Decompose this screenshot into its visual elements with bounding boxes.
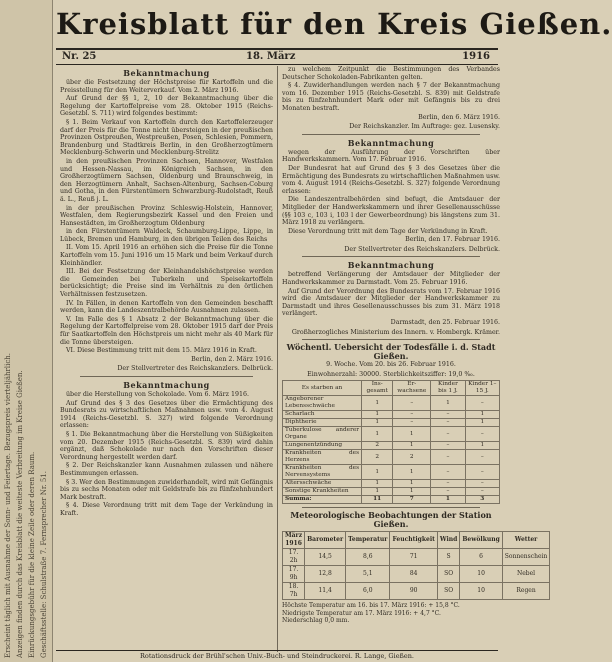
table-row — [283, 583, 550, 600]
table-header: Bewölkung — [460, 532, 502, 549]
weather-cell: 71 — [390, 549, 437, 566]
count-cell: – — [465, 396, 499, 411]
section-divider — [302, 339, 480, 340]
notice-paragraph: zu welchem Zeitpunkt die Bestimmungen des Verbandes Deutscher Schokoladen-Fabrikanten gelten. — [282, 66, 500, 81]
count-cell: – — [393, 411, 431, 419]
count-cell: 1 — [362, 427, 393, 442]
count-cell: 1 — [393, 427, 431, 442]
issue-number: Nr. 25 — [62, 51, 97, 62]
count-cell: 1 — [465, 442, 499, 450]
weather-cell: Nebel — [502, 566, 550, 583]
cause-cell: Lungenentzündung — [283, 442, 362, 450]
weather-cell: 10 — [460, 566, 502, 583]
count-cell: – — [465, 465, 499, 480]
weather-cell: 6 — [460, 549, 502, 566]
count-cell: 2 — [393, 450, 431, 465]
notice-paragraph: § 2. Der Reichskanzler kann Ausnahmen zulassen und nähere Bestimmungen erlassen. — [60, 462, 273, 477]
weather-cell: 14,5 — [305, 549, 346, 566]
table-row — [283, 488, 500, 496]
left-margin-strip — [0, 0, 53, 662]
table-header: März 1916 — [283, 532, 305, 549]
table-header: Feuchtigkeit — [390, 532, 437, 549]
table-header: Kinder 1–15 J. — [465, 381, 499, 396]
count-cell: 1 — [465, 411, 499, 419]
total-cell: 3 — [465, 496, 499, 504]
count-cell: 2 — [362, 442, 393, 450]
count-cell: 1 — [362, 419, 393, 427]
notice-heading: Bekanntmachung — [347, 137, 435, 148]
count-cell: – — [465, 480, 499, 488]
notice-paragraph: IV. In Fällen, in denen Kartoffeln von den Gemeinden beschafft werden, kann die Landeszentralbehörde Ausnahmen zulassen. — [60, 299, 273, 315]
notice-paragraph: in den preußischen Provinzen Sachsen, Hannover, Westfalen und Hessen-Nassau, im Königreich Sachsen, in den Großherzogtümern Sachsen, Oldenburg und Braunschweig, in den Herzogtümern Anhalt, Sachsen-Altenburg, Sachsen-Coburg und Gotha, in den Fürstentümern Schwarzburg-Rudolstadt, Reuß ä. L., Reuß j. L. — [60, 157, 273, 203]
count-cell: 1 — [393, 465, 431, 480]
total-cell: 1 — [431, 496, 465, 504]
count-cell: – — [465, 450, 499, 465]
notice-signature: Der Reichskanzler. Im Auftrage: gez. Lusensky. — [349, 123, 500, 131]
weather-cell: 10 — [460, 583, 502, 600]
notice-paragraph: in der preußischen Provinz Schleswig-Holstein, Hannover, Westfalen, dem Regierungsbezirk Kassel und den Freien und Hansestädten, im Großherzogtum Oldenburg — [60, 204, 273, 227]
table-header: Wind — [437, 532, 459, 549]
weather-cell: 12,8 — [305, 566, 346, 583]
section-divider — [80, 376, 253, 377]
table-header: Er-wachsene — [393, 381, 431, 396]
weather-note: Niederschlag 0,0 mm. — [282, 617, 350, 625]
notice-paragraph: Die Landeszentralbehörden sind befugt, die Amtsdauer der Mitglieder der Handwerkskammern und ihrer Gesellenausschüsse (§§ 103 c, 103 i, 103 l der Gewerbeordnung) bis längstens zum 31. März 1918 zu verlängern. — [282, 196, 500, 227]
table-header: Es starben an — [283, 381, 362, 396]
notice-place-date: Darmstadt, den 25. Februar 1916. — [390, 319, 500, 327]
section-divider — [302, 507, 480, 508]
notice-paragraph: Auf Grund der Verordnung des Bundesrats vom 17. Februar 1916 wird die Amtsdauer der Mitglieder der Handwerkskammer zu Darmstadt und ihres Gesellenausschusses bis zum 31. März 1918 verlängert. — [282, 287, 500, 318]
notice-place-date: Berlin, den 6. März 1916. — [418, 113, 500, 121]
issue-date: 18. März — [246, 51, 296, 62]
notice-heading: Bekanntmachung — [123, 379, 210, 390]
table-row — [283, 465, 500, 480]
total-row — [283, 496, 500, 504]
notice-subtitle: wegen der Ausführung der Vorschriften über Handwerkskammern. Vom 17. Februar 1916. — [282, 148, 500, 164]
notice-paragraph: § 1. Die Bekanntmachung über die Herstellung von Süßigkeiten vom 20. Dezember 1915 (Reichs-Gesetzbl. S. 839) wird dahin ergänzt, daß Schokolade nur nach den Vorschriften dieser Verordnung hergestellt werden darf. — [60, 430, 273, 461]
count-cell: – — [393, 419, 431, 427]
margin-text: Geschäftsstelle: Schulstraße 7. Fernsprecher Nr. 51. — [40, 471, 48, 658]
count-cell: – — [465, 427, 499, 442]
mortality-table — [282, 380, 500, 504]
count-cell: 1 — [465, 419, 499, 427]
weather-cell: 84 — [390, 566, 437, 583]
notice-paragraph: § 4. Diese Verordnung tritt mit dem Tage der Verkündung in Kraft. — [60, 502, 273, 517]
issue-year: 1916 — [462, 51, 490, 62]
table-row — [283, 549, 550, 566]
printer-imprint: Rotationsdruck der Brühl'schen Univ.-Buch- und Steindruckerei. R. Lange, Gießen. — [56, 650, 498, 661]
statistics-subheading: 9. Woche. Vom 20. bis 26. Februar 1916. — [326, 361, 456, 369]
notice-place-date: Berlin, den 2. März 1916. — [191, 355, 273, 363]
weather-cell: 11,4 — [305, 583, 346, 600]
cause-cell: Tuberkulose anderer Organe — [283, 427, 362, 442]
notice-paragraph: § 4. Zuwiderhandlungen werden nach § 7 der Bekanntmachung vom 16. Dezember 1915 (Reichs-Gesetzbl. S. 839) mit Geldstrafe bis zu fünfzehnhundert Mark oder mit Gefängnis bis zu drei Monaten bestraft. — [282, 82, 500, 112]
notice-paragraph: § 3. Wer den Bestimmungen zuwiderhandelt, wird mit Gefängnis bis zu sechs Monaten oder mit Geldstrafe bis zu fünfzehnhundert Mark bestraft. — [60, 478, 273, 501]
table-row — [283, 411, 500, 419]
notice-paragraph: über die Festsetzung der Höchstpreise für Kartoffeln und die Preisstellung für den Weiterverkauf. Vom 2. März 1916. — [60, 79, 273, 94]
count-cell: – — [431, 480, 465, 488]
weather-cell: 90 — [390, 583, 437, 600]
weather-heading: Meteorologische Beobachtungen der Station Gießen. — [290, 510, 492, 530]
margin-text: Erscheint täglich mit Ausnahme der Sonn- und Feiertage. Bezugspreis vierteljährlich. — [4, 353, 12, 658]
notice-paragraph: § 1. Beim Verkauf von Kartoffeln durch den Kartoffelerzeuger darf der Preis für die Tonne nicht übersteigen in der preußischen Provinzen Ostpreußen, Westpreußen, Posen, Schlesien, Pommern, Brandenburg und Stadtkreis Berlin, in den Großherzogtümern Mecklenburg-Schwerin und Mecklenburg-Strelitz — [60, 118, 273, 157]
masthead — [56, 2, 612, 48]
cause-cell: Angeborener Lebensschwäche — [283, 396, 362, 411]
margin-text: Anzeigen finden durch das Kreisblatt die weiteste Verbreitung im Kreise Gießen. — [16, 370, 24, 658]
weather-cell: 6,0 — [346, 583, 390, 600]
count-cell: 1 — [431, 396, 465, 411]
count-cell: 1 — [362, 396, 393, 411]
notice-place-date: Berlin, den 17. Februar 1916. — [405, 236, 500, 244]
cause-cell: Krankheiten des Herzens — [283, 450, 362, 465]
count-cell: – — [431, 450, 465, 465]
statistics-population: Einwohnerzahl: 30000. Sterblichkeitsziffer: 19,0 ‰. — [307, 370, 475, 378]
weather-cell: 17. 2h — [283, 549, 305, 566]
count-cell: – — [393, 396, 431, 411]
count-cell: – — [431, 411, 465, 419]
notice-signature: Der Stellvertreter des Reichskanzlers. Delbrück. — [344, 245, 500, 253]
count-cell: 1 — [362, 465, 393, 480]
notice-paragraph: betreffend Verlängerung der Amtsdauer der Mitglieder der Handwerkskammer zu Darmstadt. Vom 25. Februar 1916. — [282, 271, 500, 287]
notice-paragraph: Diese Verordnung tritt mit dem Tage der Verkündung in Kraft. — [288, 227, 488, 235]
count-cell: 1 — [362, 480, 393, 488]
right-column — [282, 66, 548, 652]
table-row — [283, 480, 500, 488]
section-divider — [302, 256, 480, 257]
count-cell: – — [465, 488, 499, 496]
weather-cell: SO — [437, 583, 459, 600]
column-divider — [277, 66, 278, 652]
notice-paragraph: über die Herstellung von Schokolade. Vom 6. März 1916. — [66, 390, 250, 398]
weather-cell: 18. 7h — [283, 583, 305, 600]
notice-paragraph: II. Vom 15. April 1916 an erhöhen sich die Preise für die Tonne Kartoffeln vom 15. Juni 1916 um 15 Mark und beim Verkauf durch Kleinhändler. — [60, 244, 273, 267]
notice-paragraph: Auf Grund des § 3 des Gesetzes über die Ermächtigung des Bundesrats zu wirtschaftlichen Maßnahmen usw. vom 4. August 1914 (Reichs-Gesetzbl. S. 327) wird folgende Verordnung erlassen: — [60, 399, 273, 430]
cause-cell: Scharlach — [283, 411, 362, 419]
statistics-heading: Wöchentl. Uebersicht der Todesfälle i. d. Stadt Gießen. — [286, 342, 496, 362]
notice-paragraph: in den Fürstentümern Waldeck, Schaumburg-Lippe, Lippe, in Lübeck, Bremen und Hamburg, in den übrigen Teilen des Reichs — [60, 228, 273, 243]
newspaper-title: Kreisblatt für den Kreis Gießen. — [56, 7, 612, 41]
notice-heading: Bekanntmachung — [123, 68, 210, 78]
weather-cell: Sonnenschein — [502, 549, 550, 566]
notice-heading: Bekanntmachung — [347, 260, 435, 271]
count-cell: – — [431, 419, 465, 427]
table-header: Barometer — [305, 532, 346, 549]
weather-cell: S — [437, 549, 459, 566]
total-cell: 11 — [362, 496, 393, 504]
table-header: Wetter — [502, 532, 550, 549]
table-row — [283, 427, 500, 442]
count-cell: 1 — [362, 488, 393, 496]
table-row — [283, 442, 500, 450]
notice-paragraph: V. Im Falle des § 1 Absatz 2 der Bekanntmachung über die Regelung der Kartoffelpreise vom 28. Oktober 1915 darf der Preis für Saatkartoffeln den Höchstpreis um nicht mehr als 40 Mark für die Tonne übersteigen. — [60, 315, 273, 346]
weather-note: Höchste Temperatur am 16. bis 17. März 1916: + 15,8 °C. — [282, 602, 460, 610]
weather-notes — [282, 602, 500, 625]
weather-note: Niedrigste Temperatur am 17. März 1916: + 4,7 °C. — [282, 609, 441, 617]
count-cell: – — [431, 442, 465, 450]
total-label: Summa: — [283, 496, 362, 504]
weather-cell: 8,6 — [346, 549, 390, 566]
table-header: Ins-gesamt — [362, 381, 393, 396]
weather-cell: Regen — [502, 583, 550, 600]
table-row — [283, 419, 500, 427]
margin-text: Einrückungsgebühr für die kleine Zeile oder deren Raum. — [28, 451, 36, 658]
weather-cell: 17. 9h — [283, 566, 305, 583]
notice-signature: Der Stellvertreter des Reichskanzlers. Delbrück. — [117, 365, 273, 373]
count-cell: – — [431, 488, 465, 496]
count-cell: 1 — [393, 442, 431, 450]
notice-paragraph: VI. Diese Bestimmung tritt mit dem 15. März 1916 in Kraft. — [66, 347, 257, 355]
cause-cell: Altersschwäche — [283, 480, 362, 488]
table-header: Temperatur — [346, 532, 390, 549]
table-header: Kinder bis 1 J. — [431, 381, 465, 396]
weather-table — [282, 531, 550, 600]
issue-bar — [56, 48, 498, 65]
cause-cell: Krankheiten des Nervensystems — [283, 465, 362, 480]
count-cell: 1 — [362, 411, 393, 419]
weather-cell: 5,1 — [346, 566, 390, 583]
notice-paragraph: III. Bei der Festsetzung der Kleinhandelshöchstpreise werden die Gemeinden bei Tuberkeln und Speisekartoffeln berücksichtigt; die Preise sind im Verhältnis zu den örtlichen Verhältnissen festzusetzen. — [60, 268, 273, 299]
cause-cell: Sonstige Krankheiten — [283, 488, 362, 496]
weather-cell: SO — [437, 566, 459, 583]
cause-cell: Diphtherie — [283, 419, 362, 427]
count-cell: – — [431, 465, 465, 480]
left-column — [60, 66, 273, 652]
count-cell: – — [431, 427, 465, 442]
count-cell: 1 — [393, 480, 431, 488]
notice-signature: Großherzogliches Ministerium des Innern. v. Hombergk. Krämer. — [291, 328, 500, 336]
table-row — [283, 566, 550, 583]
notice-paragraph: Der Bundesrat hat auf Grund des § 3 des Gesetzes über die Ermächtigung des Bundesrats zu wirtschaftlichen Maßnahmen usw. vom 4. August 1914 (Reichs-Gesetzbl. S. 327) folgende Verordnung erlassen: — [282, 164, 500, 195]
table-row — [283, 396, 500, 411]
count-cell: 1 — [393, 488, 431, 496]
table-row — [283, 450, 500, 465]
count-cell: 2 — [362, 450, 393, 465]
section-divider — [302, 134, 480, 135]
notice-paragraph: Auf Grund der §§ 1, 2, 10 der Bekanntmachung über die Regelung der Kartoffelpreise vom 28. Oktober 1915 (Reichs-Gesetzbl. S. 711) wird folgendes bestimmt: — [60, 95, 273, 118]
total-cell: 7 — [393, 496, 431, 504]
